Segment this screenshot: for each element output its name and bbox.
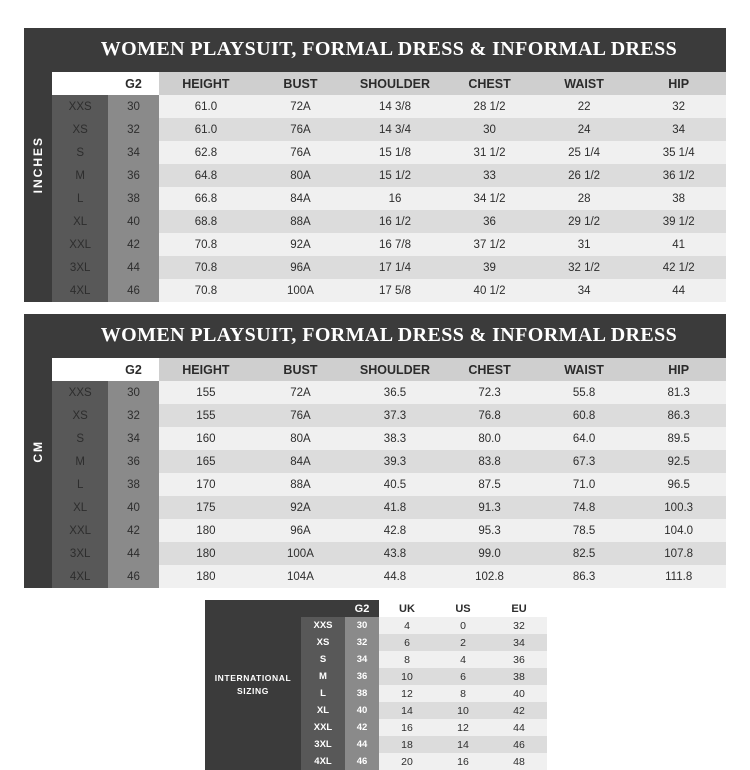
cell-chest: 99.0: [442, 542, 537, 565]
cell-g2: 32: [108, 118, 158, 141]
cell-g2: 40: [108, 496, 158, 519]
cell-us: 12: [435, 719, 491, 736]
table-row: [52, 404, 726, 427]
cell-bust: 76A: [253, 141, 348, 164]
cell-size: XL: [52, 496, 108, 519]
cell-size: L: [52, 473, 108, 496]
cell-eu: 42: [491, 702, 547, 719]
cell-eu: 32: [491, 617, 547, 634]
header-height: HEIGHT: [159, 358, 254, 381]
cell-chest: 95.3: [442, 519, 537, 542]
cell-waist: 29 1/2: [537, 210, 632, 233]
cell-height: 70.8: [159, 233, 254, 256]
cell-g2: 38: [108, 187, 158, 210]
cell-chest: 39: [442, 256, 537, 279]
table-row: [52, 164, 726, 187]
cell-g2: 44: [108, 256, 158, 279]
cell-us: 6: [435, 668, 491, 685]
cell-size: XXL: [52, 233, 108, 256]
cell-eu: 36: [491, 651, 547, 668]
cell-g2: 30: [108, 95, 158, 118]
cell-waist: 24: [537, 118, 632, 141]
cell-hip: 81.3: [631, 381, 726, 404]
cell-hip: 42 1/2: [631, 256, 726, 279]
cell-waist: 55.8: [537, 381, 632, 404]
header-shoulder: SHOULDER: [348, 358, 443, 381]
cell-shoulder: 44.8: [348, 565, 443, 588]
table-header-row: [52, 358, 726, 381]
cell-size: S: [52, 427, 108, 450]
cell-chest: 30: [442, 118, 537, 141]
header-waist: WAIST: [537, 358, 632, 381]
cell-hip: 104.0: [631, 519, 726, 542]
cell-waist: 28: [537, 187, 632, 210]
cell-waist: 74.8: [537, 496, 632, 519]
cell-g2: 40: [108, 210, 158, 233]
cell-bust: 76A: [253, 404, 348, 427]
inches-chart-block: [24, 28, 726, 302]
table-row: [52, 233, 726, 256]
cell-g2: 36: [108, 164, 158, 187]
header-size: [301, 600, 345, 617]
table-row: [52, 141, 726, 164]
cell-g2: 36: [108, 450, 158, 473]
cell-waist: 60.8: [537, 404, 632, 427]
cell-size: 4XL: [52, 565, 108, 588]
cell-height: 66.8: [159, 187, 254, 210]
cell-size: XL: [301, 702, 345, 719]
cell-chest: 76.8: [442, 404, 537, 427]
cell-size: XL: [52, 210, 108, 233]
cell-bust: 96A: [253, 519, 348, 542]
cell-chest: 34 1/2: [442, 187, 537, 210]
cell-height: 155: [159, 381, 254, 404]
cell-height: 70.8: [159, 279, 254, 302]
cell-us: 8: [435, 685, 491, 702]
cell-hip: 100.3: [631, 496, 726, 519]
cell-chest: 36: [442, 210, 537, 233]
cell-size: XXS: [301, 617, 345, 634]
international-sizing-body: [301, 600, 547, 770]
cell-shoulder: 17 5/8: [348, 279, 443, 302]
cell-bust: 88A: [253, 210, 348, 233]
cell-size: 3XL: [301, 736, 345, 753]
cell-chest: 91.3: [442, 496, 537, 519]
cell-g2: 42: [345, 719, 379, 736]
cell-shoulder: 42.8: [348, 519, 443, 542]
table-row: [301, 634, 547, 651]
header-size: [52, 72, 108, 95]
cell-us: 0: [435, 617, 491, 634]
header-bust: BUST: [253, 72, 348, 95]
cell-g2: 32: [108, 404, 158, 427]
cell-bust: 92A: [253, 496, 348, 519]
cell-shoulder: 16 7/8: [348, 233, 443, 256]
header-size: [52, 358, 108, 381]
cell-size: XXL: [52, 519, 108, 542]
cell-chest: 102.8: [442, 565, 537, 588]
cell-height: 70.8: [159, 256, 254, 279]
cell-bust: 100A: [253, 279, 348, 302]
cell-g2: 34: [108, 141, 158, 164]
cell-bust: 72A: [253, 381, 348, 404]
cell-bust: 80A: [253, 427, 348, 450]
cell-uk: 6: [379, 634, 435, 651]
table-row: [52, 450, 726, 473]
table-row: [301, 719, 547, 736]
cell-waist: 67.3: [537, 450, 632, 473]
cell-size: XXS: [52, 95, 108, 118]
cell-waist: 32 1/2: [537, 256, 632, 279]
cell-us: 10: [435, 702, 491, 719]
cell-size: 4XL: [301, 753, 345, 770]
cell-hip: 92.5: [631, 450, 726, 473]
cell-g2: 40: [345, 702, 379, 719]
header-us: US: [435, 600, 491, 617]
cell-g2: 42: [108, 233, 158, 256]
cell-waist: 86.3: [537, 565, 632, 588]
cell-g2: 44: [108, 542, 158, 565]
cell-height: 160: [159, 427, 254, 450]
cell-shoulder: 40.5: [348, 473, 443, 496]
cell-shoulder: 41.8: [348, 496, 443, 519]
header-uk: UK: [379, 600, 435, 617]
cell-g2: 46: [345, 753, 379, 770]
cell-bust: 84A: [253, 187, 348, 210]
cell-waist: 82.5: [537, 542, 632, 565]
cell-hip: 44: [631, 279, 726, 302]
table-row: [301, 736, 547, 753]
cell-waist: 78.5: [537, 519, 632, 542]
table-row: [52, 542, 726, 565]
cell-hip: 86.3: [631, 404, 726, 427]
cell-uk: 18: [379, 736, 435, 753]
cell-size: M: [52, 450, 108, 473]
cell-waist: 71.0: [537, 473, 632, 496]
cell-hip: 111.8: [631, 565, 726, 588]
cell-size: XS: [52, 118, 108, 141]
header-g2: G2: [108, 358, 158, 381]
header-eu: EU: [491, 600, 547, 617]
cell-hip: 34: [631, 118, 726, 141]
cm-chart-block: [24, 314, 726, 588]
cell-waist: 25 1/4: [537, 141, 632, 164]
cell-g2: 38: [345, 685, 379, 702]
cell-us: 16: [435, 753, 491, 770]
cell-shoulder: 16: [348, 187, 443, 210]
cell-eu: 34: [491, 634, 547, 651]
cell-uk: 4: [379, 617, 435, 634]
cell-g2: 34: [345, 651, 379, 668]
cell-height: 68.8: [159, 210, 254, 233]
cell-hip: 39 1/2: [631, 210, 726, 233]
cell-shoulder: 38.3: [348, 427, 443, 450]
cell-chest: 31 1/2: [442, 141, 537, 164]
cell-hip: 32: [631, 95, 726, 118]
cell-chest: 40 1/2: [442, 279, 537, 302]
cell-shoulder: 39.3: [348, 450, 443, 473]
cell-hip: 41: [631, 233, 726, 256]
cell-chest: 33: [442, 164, 537, 187]
cell-chest: 37 1/2: [442, 233, 537, 256]
cell-size: L: [301, 685, 345, 702]
cell-waist: 31: [537, 233, 632, 256]
table-row: [52, 118, 726, 141]
cell-hip: 38: [631, 187, 726, 210]
cell-hip: 107.8: [631, 542, 726, 565]
cell-size: XXS: [52, 381, 108, 404]
cell-hip: 35 1/4: [631, 141, 726, 164]
unit-label-cm: CM: [31, 439, 45, 463]
cell-height: 170: [159, 473, 254, 496]
table-row: [52, 256, 726, 279]
cell-eu: 48: [491, 753, 547, 770]
cell-shoulder: 36.5: [348, 381, 443, 404]
table-row: [52, 496, 726, 519]
international-sizing-block: [205, 600, 545, 770]
cell-bust: 72A: [253, 95, 348, 118]
table-row: [52, 427, 726, 450]
table-row: [301, 702, 547, 719]
cell-g2: 44: [345, 736, 379, 753]
cell-uk: 10: [379, 668, 435, 685]
cm-size-table: [52, 358, 726, 588]
table-row: [52, 381, 726, 404]
cell-uk: 12: [379, 685, 435, 702]
cell-us: 2: [435, 634, 491, 651]
cell-eu: 44: [491, 719, 547, 736]
cell-eu: 46: [491, 736, 547, 753]
cell-size: M: [52, 164, 108, 187]
cell-bust: 100A: [253, 542, 348, 565]
table-row: [301, 617, 547, 634]
cell-waist: 34: [537, 279, 632, 302]
header-chest: CHEST: [442, 72, 537, 95]
cell-shoulder: 14 3/8: [348, 95, 443, 118]
cell-bust: 96A: [253, 256, 348, 279]
cell-shoulder: 17 1/4: [348, 256, 443, 279]
cell-uk: 20: [379, 753, 435, 770]
table-row: [52, 279, 726, 302]
cell-hip: 89.5: [631, 427, 726, 450]
cell-uk: 14: [379, 702, 435, 719]
cell-size: 4XL: [52, 279, 108, 302]
cell-waist: 26 1/2: [537, 164, 632, 187]
cell-size: 3XL: [52, 542, 108, 565]
cell-hip: 96.5: [631, 473, 726, 496]
header-g2: G2: [108, 72, 158, 95]
cell-shoulder: 14 3/4: [348, 118, 443, 141]
cell-g2: 38: [108, 473, 158, 496]
cell-shoulder: 16 1/2: [348, 210, 443, 233]
cell-size: 3XL: [52, 256, 108, 279]
table-header-row: [301, 600, 547, 617]
cm-chart-title: WOMEN PLAYSUIT, FORMAL DRESS & INFORMAL DRESS: [52, 314, 726, 358]
header-hip: HIP: [631, 358, 726, 381]
international-sizing-label: INTERNATIONAL SIZING: [205, 600, 301, 770]
cell-us: 4: [435, 651, 491, 668]
cell-size: XXL: [301, 719, 345, 736]
inches-size-table: [52, 72, 726, 302]
cell-height: 175: [159, 496, 254, 519]
cell-size: S: [52, 141, 108, 164]
header-bust: BUST: [253, 358, 348, 381]
cell-g2: 46: [108, 565, 158, 588]
cell-height: 180: [159, 542, 254, 565]
cell-chest: 72.3: [442, 381, 537, 404]
inches-chart-title: WOMEN PLAYSUIT, FORMAL DRESS & INFORMAL DRESS: [52, 28, 726, 72]
cell-chest: 28 1/2: [442, 95, 537, 118]
table-row: [52, 187, 726, 210]
header-chest: CHEST: [442, 358, 537, 381]
cell-size: L: [52, 187, 108, 210]
header-g2: G2: [345, 600, 379, 617]
table-row: [301, 685, 547, 702]
cell-shoulder: 15 1/8: [348, 141, 443, 164]
table-row: [52, 565, 726, 588]
cell-chest: 83.8: [442, 450, 537, 473]
header-waist: WAIST: [537, 72, 632, 95]
cell-height: 61.0: [159, 118, 254, 141]
cell-height: 64.8: [159, 164, 254, 187]
cell-size: M: [301, 668, 345, 685]
cell-g2: 42: [108, 519, 158, 542]
cell-size: XS: [52, 404, 108, 427]
cell-bust: 104A: [253, 565, 348, 588]
table-header-row: [52, 72, 726, 95]
cell-shoulder: 43.8: [348, 542, 443, 565]
cell-uk: 8: [379, 651, 435, 668]
unit-rail-inches: [24, 28, 52, 302]
cell-height: 165: [159, 450, 254, 473]
cell-height: 61.0: [159, 95, 254, 118]
cell-shoulder: 15 1/2: [348, 164, 443, 187]
table-row: [301, 753, 547, 770]
unit-label-inches: INCHES: [31, 136, 45, 194]
table-row: [52, 210, 726, 233]
cell-bust: 84A: [253, 450, 348, 473]
cell-g2: 36: [345, 668, 379, 685]
cell-shoulder: 37.3: [348, 404, 443, 427]
cell-height: 155: [159, 404, 254, 427]
header-hip: HIP: [631, 72, 726, 95]
table-row: [52, 95, 726, 118]
cell-g2: 30: [108, 381, 158, 404]
international-size-table: [301, 600, 547, 770]
cell-eu: 38: [491, 668, 547, 685]
cell-g2: 34: [108, 427, 158, 450]
cell-waist: 64.0: [537, 427, 632, 450]
cell-hip: 36 1/2: [631, 164, 726, 187]
table-row: [52, 519, 726, 542]
table-row: [52, 473, 726, 496]
cm-chart-body: [52, 314, 726, 588]
inches-chart-body: [52, 28, 726, 302]
cell-height: 180: [159, 519, 254, 542]
cell-chest: 80.0: [442, 427, 537, 450]
table-row: [301, 651, 547, 668]
table-row: [301, 668, 547, 685]
cell-g2: 30: [345, 617, 379, 634]
cell-g2: 32: [345, 634, 379, 651]
cell-bust: 76A: [253, 118, 348, 141]
cell-size: XS: [301, 634, 345, 651]
cell-g2: 46: [108, 279, 158, 302]
cell-height: 180: [159, 565, 254, 588]
cell-bust: 80A: [253, 164, 348, 187]
cell-eu: 40: [491, 685, 547, 702]
unit-rail-cm: [24, 314, 52, 588]
cell-chest: 87.5: [442, 473, 537, 496]
header-height: HEIGHT: [159, 72, 254, 95]
cell-waist: 22: [537, 95, 632, 118]
cell-uk: 16: [379, 719, 435, 736]
cell-us: 14: [435, 736, 491, 753]
header-shoulder: SHOULDER: [348, 72, 443, 95]
cell-bust: 92A: [253, 233, 348, 256]
cell-size: S: [301, 651, 345, 668]
cell-bust: 88A: [253, 473, 348, 496]
cell-height: 62.8: [159, 141, 254, 164]
